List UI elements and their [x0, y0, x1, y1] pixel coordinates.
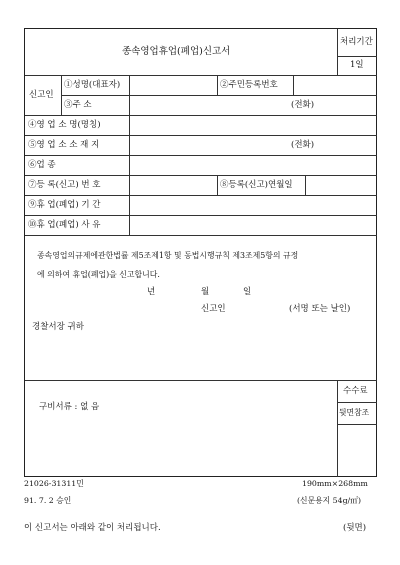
- business-location-label: ⑤영 업 소 소 재 지: [28, 140, 100, 150]
- processing-period-value: 1일: [350, 60, 364, 70]
- report-form: [24, 28, 377, 477]
- date-day-label: 일: [243, 287, 252, 297]
- addressee: 경찰서장 귀하: [32, 322, 84, 332]
- approval-date: 91. 7. 2 승인: [24, 496, 72, 505]
- closure-period-label: ⑨휴 업(폐업) 기 간: [28, 200, 101, 210]
- processing-note: 이 신고서는 아래와 같이 처리됩니다.: [24, 523, 161, 533]
- name-field[interactable]: [154, 104, 241, 122]
- registration-number-label: ⑦등 록(신고) 번 호: [28, 180, 101, 190]
- date-month-label: 월: [201, 287, 210, 297]
- declaration-line-2: 에 의하여 휴업(폐업)을 신고합니다.: [37, 270, 160, 279]
- rrn-field[interactable]: [318, 104, 400, 122]
- registration-date-label: ⑧등록(신고)연월일: [220, 180, 293, 190]
- reporter-label: 신고인: [201, 304, 226, 314]
- form-title: 종속영업휴업(폐업)신고서: [122, 46, 231, 57]
- fee-value: 뒷면참조: [339, 408, 370, 417]
- address-label: ③주 소: [64, 100, 92, 110]
- closure-reason-label: ⑩휴 업(폐업) 사 유: [28, 220, 101, 230]
- business-name-label: ④영 업 소 명(명칭): [28, 120, 101, 130]
- name-label: ①성명(대표자): [64, 80, 121, 90]
- business-type-label: ⑥업 종: [28, 160, 56, 170]
- applicant-section-label: 신고인: [29, 90, 54, 100]
- attachments-label: 구비서류 : 없 음: [39, 402, 100, 412]
- fee-label: 수수료: [343, 386, 368, 396]
- form-number: 21026-31311민: [24, 479, 84, 488]
- paper-size: 190mm×268mm: [302, 479, 368, 488]
- date-year-label: 년: [147, 287, 156, 297]
- processing-period-label: 처리기간: [340, 37, 373, 47]
- business-location-phone-label: (전화): [291, 140, 315, 150]
- rrn-label: ②주민등록번호: [220, 80, 278, 90]
- back-side-label: (뒷면): [343, 523, 367, 533]
- address-phone-label: (전화): [291, 100, 315, 110]
- declaration-line-1: 종속영업의규제에관한법률 제5조제1항 및 동법시행규칙 제3조제5항의 규정: [37, 251, 299, 260]
- signature-label: (서명 또는 날인): [289, 304, 351, 314]
- paper-spec: (신문용지 54g/㎡): [297, 496, 362, 505]
